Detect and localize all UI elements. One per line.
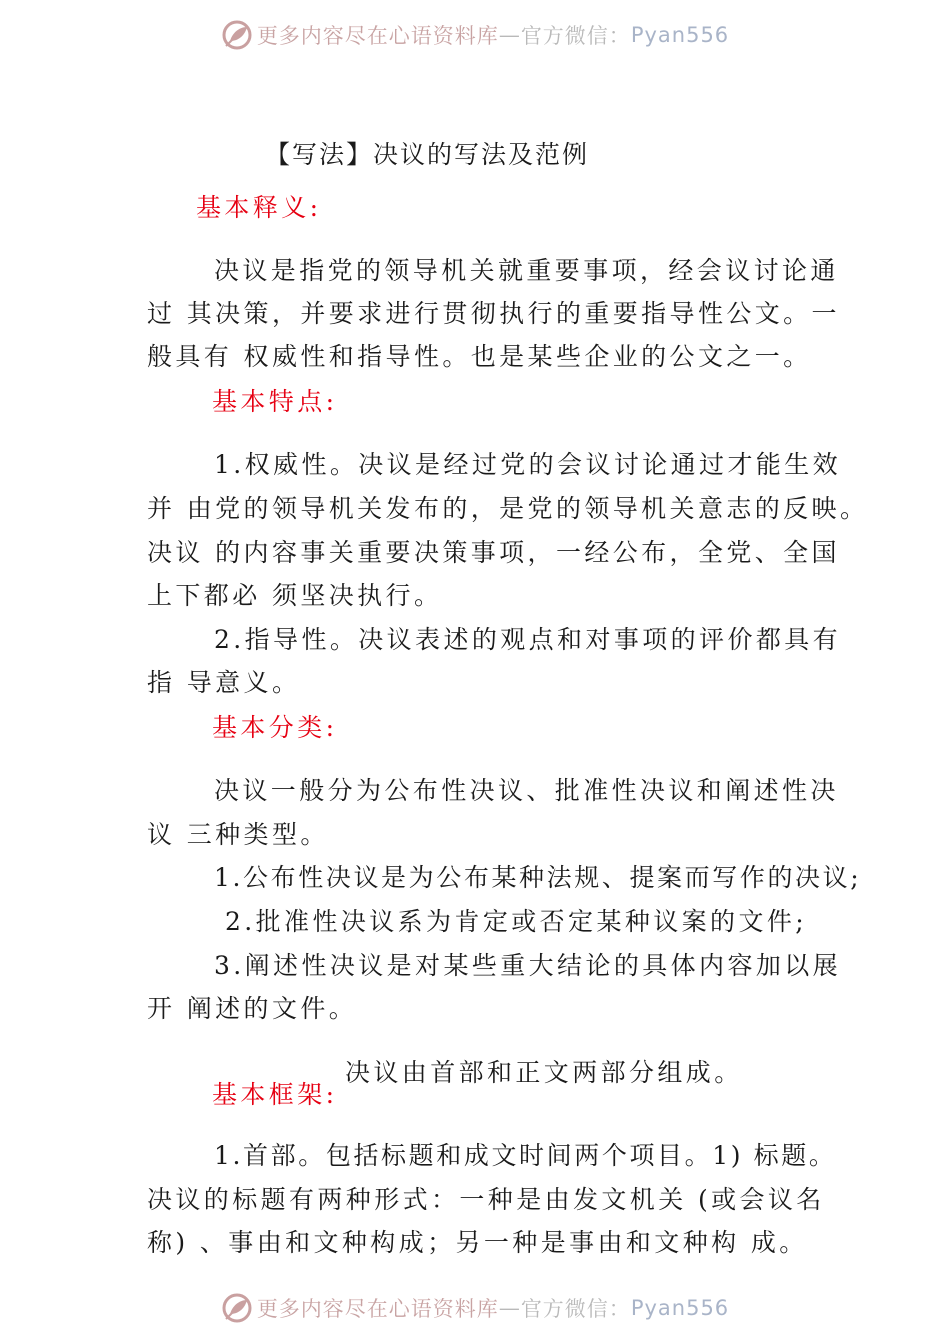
watermark-dash: — <box>498 23 521 47</box>
paragraph-line: 1.权威性。决议是经过党的会议讨论通过才能生效 <box>214 450 842 479</box>
paragraph-line: 决议是指党的领导机关就重要事项，经会议讨论通 <box>214 256 839 285</box>
watermark-header <box>0 15 950 55</box>
paragraph-line: 决议一般分为公布性决议、批准性决议和阐述性决 <box>214 776 839 805</box>
heading-basic-definition: 基本释义: <box>196 193 322 222</box>
document-title: 【写法】决议的写法及范例 <box>265 140 590 169</box>
paragraph-line: 并 由党的领导机关发布的，是党的领导机关意志的反映。 <box>147 494 869 523</box>
watermark-wechat-id: Pyan556 <box>630 23 730 47</box>
paragraph-line: 1.公布性决议是为公布某种法规、提案而写作的决议; <box>214 863 862 892</box>
paragraph-line: 开 阐述的文件。 <box>147 994 358 1023</box>
watermark-footer <box>0 1288 950 1328</box>
watermark-dash: — <box>498 1296 521 1320</box>
paragraph-line: 议 三种类型。 <box>147 820 329 849</box>
watermark-site: 更多内容尽在心语资料库 <box>256 24 499 48</box>
heading-basic-categories: 基本分类: <box>212 713 338 742</box>
watermark-wechat-label: 官方微信： <box>520 24 631 48</box>
leaf-logo-icon <box>221 1292 253 1324</box>
paragraph-line: 决议 的内容事关重要决策事项，一经公布，全党、全国 <box>147 538 840 567</box>
paragraph-line: 2.指导性。决议表述的观点和对事项的评价都具有 <box>214 625 842 654</box>
heading-basic-framework: 基本框架: <box>212 1080 338 1109</box>
paragraph-line: 3.阐述性决议是对某些重大结论的具体内容加以展 <box>214 951 842 980</box>
watermark-site: 更多内容尽在心语资料库 <box>256 1297 499 1321</box>
paragraph-line: 过 其决策，并要求进行贯彻执行的重要指导性公文。一 <box>147 299 840 328</box>
paragraph-line: 决议的标题有两种形式：一种是由发文机关 (或会议名 <box>147 1185 825 1214</box>
watermark-wechat-id: Pyan556 <box>630 1296 730 1320</box>
paragraph-line: 指 导意义。 <box>147 668 301 697</box>
heading-basic-features: 基本特点: <box>212 387 338 416</box>
leaf-logo-icon <box>221 19 253 51</box>
paragraph-line: 2.批准性决议系为肯定或否定某种议案的文件; <box>225 907 808 936</box>
paragraph-line: 上下都必 须坚决执行。 <box>147 581 443 610</box>
watermark-wechat-label: 官方微信： <box>520 1297 631 1321</box>
paragraph-line: 般具有 权威性和指导性。也是某些企业的公文之一。 <box>147 342 812 371</box>
paragraph-line: 决议由首部和正文两部分组成。 <box>345 1058 743 1087</box>
paragraph-line: 称) 、事由和文种构成；另一种是事由和文种构 成。 <box>147 1228 808 1257</box>
paragraph-line: 1.首部。包括标题和成文时间两个项目。1) 标题。 <box>214 1141 837 1170</box>
